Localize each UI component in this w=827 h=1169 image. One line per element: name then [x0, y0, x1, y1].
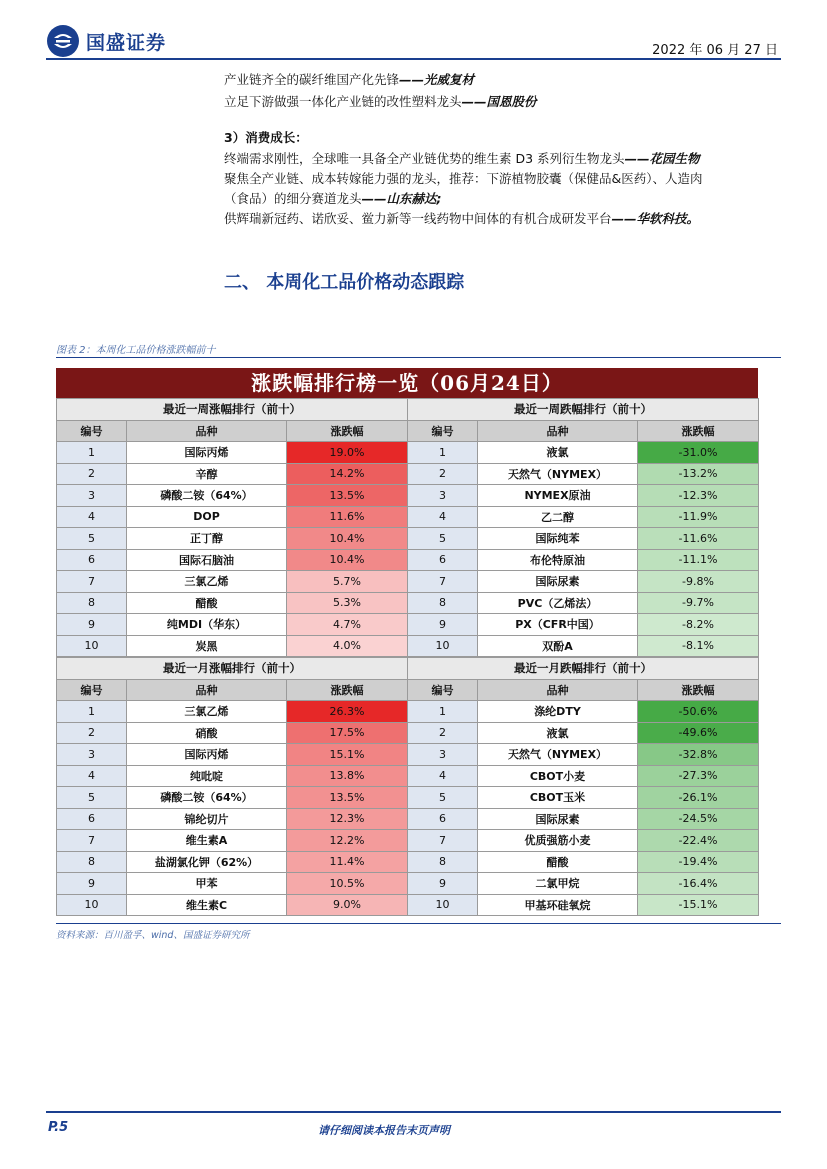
- product-name: 纯吡啶: [127, 765, 287, 787]
- col-header-no: 编号: [408, 679, 478, 701]
- rank-number: 1: [57, 442, 127, 464]
- rank-number: 9: [408, 873, 478, 895]
- rank-number: 10: [57, 894, 127, 916]
- ranking-table-grid: [56, 657, 408, 916]
- rank-number: 4: [57, 765, 127, 787]
- product-name: NYMEX原油: [478, 485, 638, 507]
- table-title-row: [57, 658, 408, 680]
- consumer-growth-heading: 3）消费成长：: [224, 130, 308, 145]
- change-value: 13.5%: [287, 787, 408, 809]
- table-title: 最近一周涨幅排行（前十）: [57, 399, 408, 421]
- table-row: [57, 701, 408, 723]
- product-name: 磷酸二铵（64%）: [127, 485, 287, 507]
- product-name: 国际丙烯: [127, 744, 287, 766]
- table-title-row: [57, 399, 408, 421]
- rank-number: 8: [57, 592, 127, 614]
- data-source: 资料来源：百川盈孚、wind、国盛证券研究所: [56, 930, 250, 941]
- change-value: -31.0%: [638, 442, 759, 464]
- ranking-table: [407, 657, 758, 916]
- change-value: 17.5%: [287, 722, 408, 744]
- product-name: CBOT小麦: [478, 765, 638, 787]
- rank-number: 3: [57, 744, 127, 766]
- change-value: 10.5%: [287, 873, 408, 895]
- paragraph-line-3: 终端需求刚性，全球唯一具备全产业链优势的维生素 D3 系列衍生物龙头——花园生物: [224, 151, 700, 166]
- table-row: [57, 894, 408, 916]
- col-header-name: 品种: [127, 420, 287, 442]
- change-value: 11.6%: [287, 506, 408, 528]
- table-row: [57, 592, 408, 614]
- product-name: 甲苯: [127, 873, 287, 895]
- change-value: -11.1%: [638, 549, 759, 571]
- company-logo: [46, 24, 166, 58]
- col-header-no: 编号: [408, 420, 478, 442]
- col-header-name: 品种: [127, 679, 287, 701]
- table-row: [57, 851, 408, 873]
- product-name: 布伦特原油: [478, 549, 638, 571]
- product-name: 三氯乙烯: [127, 701, 287, 723]
- paragraph-line-4b: （食品）的细分赛道龙头——山东赫达;: [224, 191, 442, 206]
- table-row: [408, 894, 759, 916]
- change-value: -8.1%: [638, 635, 759, 657]
- change-value: -22.4%: [638, 830, 759, 852]
- change-value: -32.8%: [638, 744, 759, 766]
- table-row: [57, 873, 408, 895]
- product-name: 国际尿素: [478, 808, 638, 830]
- table-row: [408, 635, 759, 657]
- table-row: [408, 463, 759, 485]
- table-row: [57, 571, 408, 593]
- footer-divider: [46, 1111, 781, 1113]
- table-row: [57, 528, 408, 550]
- change-value: -49.6%: [638, 722, 759, 744]
- table-header-row: [408, 420, 759, 442]
- weekly-rankings: [56, 398, 758, 657]
- change-value: 10.4%: [287, 528, 408, 550]
- table-row: [57, 722, 408, 744]
- product-name: 国际丙烯: [127, 442, 287, 464]
- product-name: DOP: [127, 506, 287, 528]
- change-value: 4.7%: [287, 614, 408, 636]
- rank-number: 2: [408, 463, 478, 485]
- ranking-table: [56, 657, 407, 916]
- change-value: 10.4%: [287, 549, 408, 571]
- product-name: 天然气（NYMEX）: [478, 744, 638, 766]
- change-value: 13.5%: [287, 485, 408, 507]
- product-name: 优质强筋小麦: [478, 830, 638, 852]
- table-title: 最近一月跌幅排行（前十）: [408, 658, 759, 680]
- price-change-ranking-board: [56, 368, 758, 916]
- table-row: [57, 485, 408, 507]
- col-header-name: 品种: [478, 679, 638, 701]
- table-title-row: [408, 399, 759, 421]
- col-header-no: 编号: [57, 420, 127, 442]
- rank-number: 10: [408, 635, 478, 657]
- change-value: 19.0%: [287, 442, 408, 464]
- table-row: [57, 787, 408, 809]
- product-name: PVC（乙烯法）: [478, 592, 638, 614]
- change-value: -50.6%: [638, 701, 759, 723]
- change-value: -27.3%: [638, 765, 759, 787]
- product-name: 炭黑: [127, 635, 287, 657]
- table-header-row: [57, 679, 408, 701]
- change-value: -26.1%: [638, 787, 759, 809]
- change-value: -11.6%: [638, 528, 759, 550]
- table-row: [408, 506, 759, 528]
- rank-number: 2: [57, 463, 127, 485]
- product-name: PX（CFR中国）: [478, 614, 638, 636]
- product-name: 维生素A: [127, 830, 287, 852]
- table-row: [57, 463, 408, 485]
- table-row: [408, 614, 759, 636]
- product-name: 甲基环硅氧烷: [478, 894, 638, 916]
- product-name: 国际纯苯: [478, 528, 638, 550]
- rank-number: 10: [408, 894, 478, 916]
- figure-caption: 图表 2：本周化工品价格涨跌幅前十: [56, 345, 216, 356]
- product-name: 维生素C: [127, 894, 287, 916]
- paragraph-line-4: 聚焦全产业链、成本转嫁能力强的龙头，推荐：下游植物胶囊（保健品&医药）、人造肉: [224, 171, 703, 186]
- table-row: [408, 830, 759, 852]
- header-divider: [46, 58, 781, 60]
- change-value: -15.1%: [638, 894, 759, 916]
- change-value: -16.4%: [638, 873, 759, 895]
- rank-number: 9: [57, 614, 127, 636]
- rank-number: 2: [57, 722, 127, 744]
- rank-number: 3: [57, 485, 127, 507]
- change-value: -8.2%: [638, 614, 759, 636]
- logo-icon: [46, 24, 80, 58]
- rank-number: 5: [57, 787, 127, 809]
- rank-number: 5: [408, 528, 478, 550]
- rank-number: 4: [57, 506, 127, 528]
- change-value: -9.8%: [638, 571, 759, 593]
- table-row: [408, 571, 759, 593]
- table-row: [408, 485, 759, 507]
- change-value: -11.9%: [638, 506, 759, 528]
- table-row: [408, 808, 759, 830]
- change-value: 5.3%: [287, 592, 408, 614]
- figure-divider: [56, 357, 781, 358]
- product-name: 国际尿素: [478, 571, 638, 593]
- product-name: 磷酸二铵（64%）: [127, 787, 287, 809]
- rank-number: 7: [57, 571, 127, 593]
- table-title: 最近一月涨幅排行（前十）: [57, 658, 408, 680]
- product-name: 锦纶切片: [127, 808, 287, 830]
- table-row: [57, 765, 408, 787]
- logo-text: 国盛证券: [86, 31, 167, 54]
- table-header-row: [408, 679, 759, 701]
- change-value: -13.2%: [638, 463, 759, 485]
- col-header-change: 涨跌幅: [287, 420, 408, 442]
- rank-number: 4: [408, 765, 478, 787]
- table-row: [57, 549, 408, 571]
- source-divider: [56, 923, 781, 924]
- rank-number: 7: [408, 830, 478, 852]
- product-name: 乙二醇: [478, 506, 638, 528]
- change-value: 9.0%: [287, 894, 408, 916]
- col-header-change: 涨跌幅: [638, 679, 759, 701]
- rank-number: 3: [408, 744, 478, 766]
- ranking-table-grid: [56, 398, 408, 657]
- table-row: [408, 851, 759, 873]
- paragraph-line-5: 供辉瑞新冠药、诺欣妥、鲎力新等一线药物中间体的有机合成研发平台——华软科技。: [224, 211, 700, 226]
- rank-number: 9: [57, 873, 127, 895]
- table-row: [408, 722, 759, 744]
- product-name: 液氯: [478, 442, 638, 464]
- table-header-row: [57, 420, 408, 442]
- product-name: 硝酸: [127, 722, 287, 744]
- page-number: P.5: [48, 1120, 69, 1135]
- product-name: 纯MDI（华东）: [127, 614, 287, 636]
- product-name: 国际石脑油: [127, 549, 287, 571]
- change-value: 5.7%: [287, 571, 408, 593]
- rank-number: 10: [57, 635, 127, 657]
- product-name: CBOT玉米: [478, 787, 638, 809]
- col-header-change: 涨跌幅: [638, 420, 759, 442]
- ranking-table-grid: [407, 398, 759, 657]
- rank-number: 8: [57, 851, 127, 873]
- product-name: 辛醇: [127, 463, 287, 485]
- rank-number: 5: [57, 528, 127, 550]
- ranking-banner: 涨跌幅排行榜一览（06月24日）: [56, 368, 758, 398]
- ranking-table-grid: [407, 657, 759, 916]
- table-row: [408, 528, 759, 550]
- change-value: 11.4%: [287, 851, 408, 873]
- change-value: -24.5%: [638, 808, 759, 830]
- table-title: 最近一周跌幅排行（前十）: [408, 399, 759, 421]
- table-row: [408, 549, 759, 571]
- col-header-no: 编号: [57, 679, 127, 701]
- rank-number: 3: [408, 485, 478, 507]
- section-title: 二、 本周化工品价格动态跟踪: [224, 272, 465, 293]
- col-header-name: 品种: [478, 420, 638, 442]
- change-value: 26.3%: [287, 701, 408, 723]
- product-name: 涤纶DTY: [478, 701, 638, 723]
- table-row: [57, 635, 408, 657]
- monthly-rankings: [56, 657, 758, 916]
- change-value: 4.0%: [287, 635, 408, 657]
- rank-number: 8: [408, 592, 478, 614]
- rank-number: 1: [57, 701, 127, 723]
- ranking-table: [407, 398, 758, 657]
- change-value: 13.8%: [287, 765, 408, 787]
- change-value: -19.4%: [638, 851, 759, 873]
- footer-disclaimer: 请仔细阅读本报告末页声明: [318, 1124, 450, 1137]
- table-row: [57, 506, 408, 528]
- rank-number: 4: [408, 506, 478, 528]
- rank-number: 6: [408, 549, 478, 571]
- table-row: [408, 744, 759, 766]
- rank-number: 6: [57, 808, 127, 830]
- product-name: 液氯: [478, 722, 638, 744]
- table-row: [408, 787, 759, 809]
- table-row: [408, 873, 759, 895]
- rank-number: 5: [408, 787, 478, 809]
- table-row: [408, 592, 759, 614]
- col-header-change: 涨跌幅: [287, 679, 408, 701]
- product-name: 醋酸: [127, 592, 287, 614]
- rank-number: 6: [57, 549, 127, 571]
- table-row: [408, 442, 759, 464]
- rank-number: 1: [408, 701, 478, 723]
- paragraph-line-2: 立足下游做强一体化产业链的改性塑料龙头——国恩股份: [224, 94, 537, 109]
- change-value: 14.2%: [287, 463, 408, 485]
- table-row: [57, 830, 408, 852]
- product-name: 三氯乙烯: [127, 571, 287, 593]
- rank-number: 6: [408, 808, 478, 830]
- table-row: [57, 808, 408, 830]
- rank-number: 8: [408, 851, 478, 873]
- table-row: [408, 701, 759, 723]
- table-title-row: [408, 658, 759, 680]
- ranking-table: [56, 398, 407, 657]
- change-value: 15.1%: [287, 744, 408, 766]
- rank-number: 7: [57, 830, 127, 852]
- rank-number: 1: [408, 442, 478, 464]
- change-value: 12.2%: [287, 830, 408, 852]
- report-date: 2022 年 06 月 27 日: [652, 43, 778, 58]
- product-name: 二氯甲烷: [478, 873, 638, 895]
- table-row: [57, 614, 408, 636]
- change-value: -9.7%: [638, 592, 759, 614]
- product-name: 双酚A: [478, 635, 638, 657]
- change-value: -12.3%: [638, 485, 759, 507]
- table-row: [57, 442, 408, 464]
- rank-number: 2: [408, 722, 478, 744]
- product-name: 正丁醇: [127, 528, 287, 550]
- product-name: 盐湖氯化钾（62%）: [127, 851, 287, 873]
- rank-number: 7: [408, 571, 478, 593]
- table-row: [408, 765, 759, 787]
- change-value: 12.3%: [287, 808, 408, 830]
- product-name: 天然气（NYMEX）: [478, 463, 638, 485]
- table-row: [57, 744, 408, 766]
- product-name: 醋酸: [478, 851, 638, 873]
- rank-number: 9: [408, 614, 478, 636]
- paragraph-line-1: 产业链齐全的碳纤维国产化先锋——光威复材: [224, 72, 475, 87]
